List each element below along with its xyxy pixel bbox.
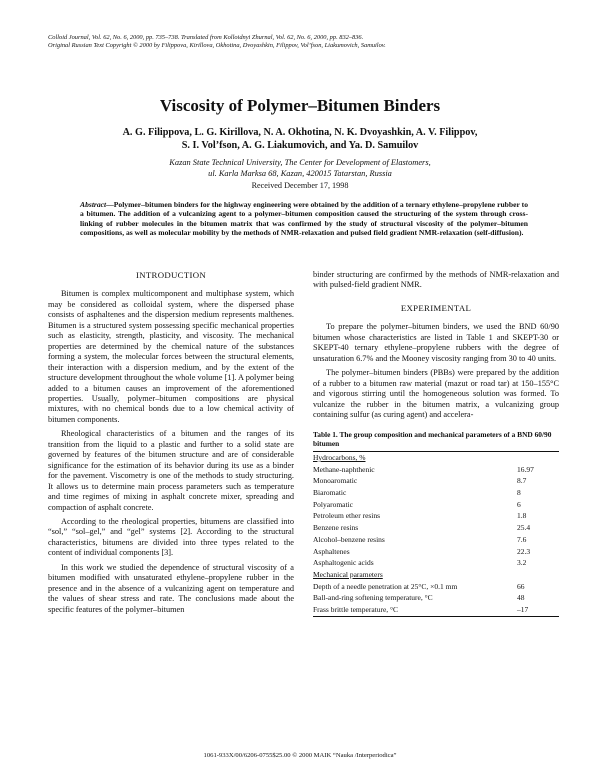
abstract-label: Abstract <box>80 200 107 209</box>
authors <box>40 126 560 152</box>
journal-header <box>48 34 386 50</box>
table-section-row <box>313 452 559 464</box>
experimental-paragraph-1: To prepare the polymer–bitumen binders, we used the BND 60/90 bitumen whose characteristics are listed in Table 1 and SKEPT-30 or SKEPT-40 ternary ethylene–propylene rubbers with the degree of unsaturation 6.7% and the Mooney viscosity ranging from 30 to 40 units. <box>313 322 559 363</box>
paper-title: Viscosity of Polymer–Bitumen Binders <box>159 96 441 115</box>
table-cell-value: 22.3 <box>517 546 531 556</box>
table-caption <box>313 430 559 448</box>
table-section-label: Hydrocarbons, % <box>313 452 559 464</box>
table-row <box>313 523 559 535</box>
intro-paragraph-2: Rheological characteristics of a bitumen and the ranges of its transition from the liquid to a plastic and further to a solid state are governed by features of the bitumen structure and are of considerable significance for the estimation of its behavior during its use as a binder for the pavement. Viscometry is one of the methods to study structuring. It allows us to determine main process parameters such as temperature and time regimes of mixing in asphalt concrete mixer, spreading and compaction of asphalt concrete. <box>48 429 294 512</box>
table-cell-value: –17 <box>513 604 559 616</box>
table-row <box>313 593 559 605</box>
authors-line-1: A. G. Filippova, L. G. Kirillova, N. A. Okhotina, N. K. Dvoyashkin, A. V. Filippov, <box>122 127 478 138</box>
table-cell-value: 48 <box>517 593 525 603</box>
abstract-text: —Polymer–bitumen binders for the highway engineering were obtained by the addition of a ternary ethylene–propylene rubber to a bitumen. The addition of a vulcanizing agent to a polymer–bitumen composition caused the structuring of the system through cross-linking of rubber molecules in the bitumen matrix that was confirmed by the study of structural viscosity of the polymer–bitumen compositions, as well as molecular mobility by the methods of NMR-relaxation and pulsed field gradient NMR-relaxation (self-diffusion). <box>80 200 528 238</box>
table-row <box>313 546 559 558</box>
experimental-paragraph-2: The polymer–bitumen binders (PBBs) were prepared by the addition of a rubber to a bitumen raw material (mazut or road tar) at 150–155°C and vigorous stirring until the homogeneous solution was formed. To vulcanize the rubber in the bitumen matrix, a vulcanizing group containing sulfur (as curing agent) and accelera- <box>313 368 559 419</box>
table-cell-name: Frass brittle temperature, °C <box>313 604 513 616</box>
table-cell-name: Petroleum ether resins <box>313 511 381 521</box>
table-cell-value: 8.7 <box>517 476 527 486</box>
header-line-2: Original Russian Text Copyright © 2000 by Filippova, Kirillova, Okhotina, Dvoyashkin, Filippov, Vol’fson, Liakumovich, Samuilov. <box>48 42 386 49</box>
continued-paragraph: binder structuring are confirmed by the methods of NMR-relaxation and with pulsed-field gradient NMR. <box>313 270 559 290</box>
table-cell-value: 6 <box>517 499 521 509</box>
table-cell-value: 66 <box>517 581 525 591</box>
table-cell-value: 3.2 <box>517 558 527 568</box>
table-row <box>313 488 559 500</box>
table-section-row <box>313 569 559 581</box>
authors-line-2: S. I. Vol’fson, A. G. Liakumovich, and Ya. D. Samuilov <box>181 140 419 151</box>
table-cell-name: Biaromatic <box>313 488 347 498</box>
table-row <box>313 464 559 476</box>
intro-paragraph-4: In this work we studied the dependence of structural viscosity of a bitumen modified with unsaturated ethylene–propylene rubber in the presence and in the absence of a vulcanizing agent on temperature and the values of shear stress and rate. The conclusions made about the specific features of the polymer–bitumen <box>48 562 294 614</box>
right-column <box>313 270 559 617</box>
table-cell-value: 8 <box>517 488 521 498</box>
table-caption-text: The group composition and mechanical parameters of a BND 60/90 bitumen <box>313 430 552 449</box>
table-cell-name: Alcohol–benzene resins <box>313 534 385 544</box>
intro-paragraph-3: According to the rheological properties, bitumens are classified into “sol,” “sol–gel,” and “gel” systems [2]. According to the structural characteristics, bitumens are divided into three types related to the content of individual components [3]. <box>48 516 294 558</box>
table-caption-label: Table 1. <box>313 430 338 440</box>
table-cell-name: Polyaromatic <box>313 499 353 509</box>
table-cell-name: Benzene resins <box>313 523 359 533</box>
experimental-heading: EXPERIMENTAL <box>400 302 472 313</box>
table-cell-value: 1.8 <box>517 511 527 521</box>
affiliation-line-1: Kazan State Technical University, The Center for Development of Elastomers, <box>169 158 431 167</box>
intro-paragraph-1: Bitumen is complex multicomponent and multiphase system, which may be considered as colloidal system, where the dispersed phase consists of asphaltenes and the dispersion medium represents malthenes. Bitumen is a structured system possessing specific mechanical properties such as elasticity, strength, plasticity, and viscosity. The mechanical properties are determined by the chemical nature of the substances forming a system, the molecular forces between the structural elements, their interaction with a dispersion medium, and by the extent of the structure development throughout the whole volume [1]. A polymer being added to a bitumen causes an improvement of the aforementioned properties. Usually, polymer–bitumen compositions are physical mixtures, with no chemical bonds due to a low chemical activity of bitumen components. <box>48 289 294 424</box>
table-cell-value: 7.6 <box>517 534 527 544</box>
table-cell-name: Asphaltogenic acids <box>313 558 374 568</box>
left-column <box>48 270 294 619</box>
table-row <box>313 476 559 488</box>
composition-table <box>313 451 559 617</box>
table-cell-name: Methane-naphthenic <box>313 464 375 474</box>
footer-copyright: 1061-933X/00/6206-0755$25.00 © 2000 MAIK “Nauka /Interperiodica” <box>203 752 397 759</box>
table-row <box>313 604 559 616</box>
table-cell-name: Depth of a needle penetration at 25°C, ×0.1 mm <box>313 581 458 591</box>
table-cell-name: Monoaromatic <box>313 476 358 486</box>
header-line-1: Colloid Journal, Vol. 62, No. 6, 2000, pp. 735–738. Translated from Kolloidnyi Zhurnal, Vol. 62, No. 6, 2000, pp. 832–836. <box>48 34 364 41</box>
table-section-label: Mechanical parameters <box>313 569 383 579</box>
introduction-heading: INTRODUCTION <box>135 270 207 280</box>
table-cell-name: Ball-and-ring softening temperature, °C <box>313 593 433 603</box>
table-row <box>313 499 559 511</box>
table-row <box>313 581 559 593</box>
table-row <box>313 511 559 523</box>
table-cell-name: Asphaltenes <box>313 546 350 556</box>
table-row <box>313 558 559 570</box>
abstract <box>80 200 528 238</box>
received-date: Received December 17, 1998 <box>251 181 349 190</box>
table-cell-value: 16.97 <box>517 464 534 474</box>
table-cell-value: 25.4 <box>517 523 531 533</box>
table-row <box>313 534 559 546</box>
affiliation-line-2: ul. Karla Marksa 68, Kazan, 420015 Tatarstan, Russia <box>208 168 392 178</box>
affiliation <box>60 158 540 179</box>
